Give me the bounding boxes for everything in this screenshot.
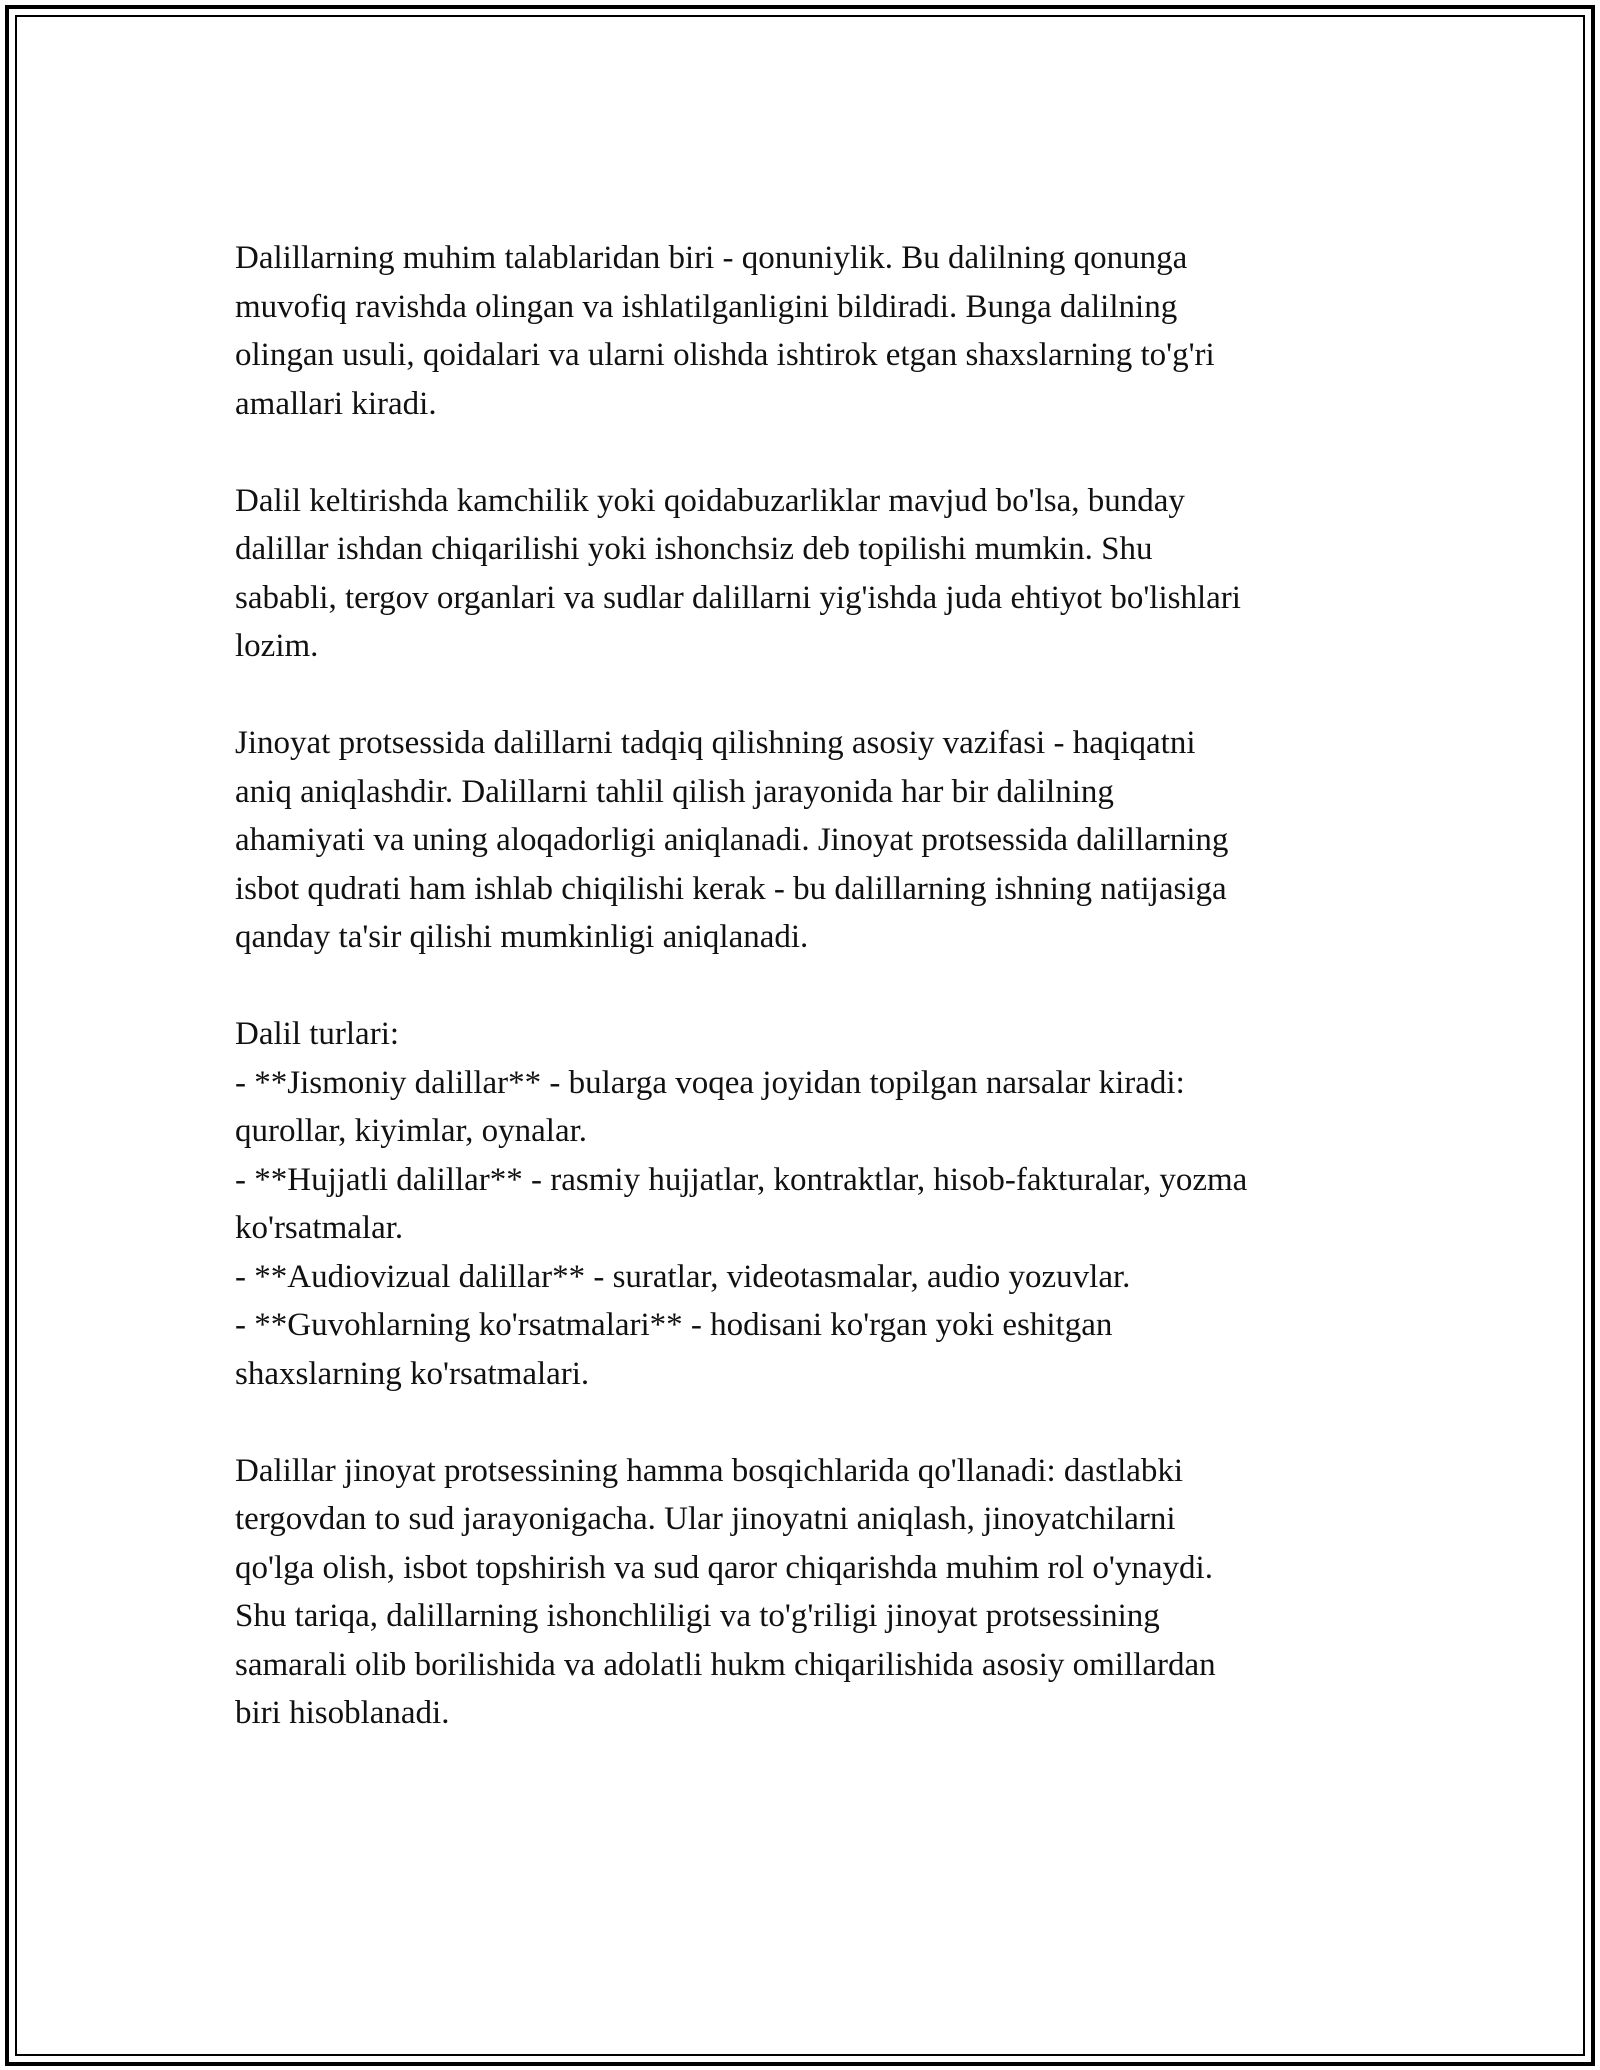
document-body: [235, 234, 1375, 1786]
text-line: samarali olib borilishida va adolatli hukm chiqarilishida asosiy omillardan: [235, 1646, 1216, 1683]
list-item-continuation: qurollar, kiyimlar, oynalar.: [235, 1113, 588, 1149]
text-line: Dalil keltirishda kamchilik yoki qoidabuzarliklar mavjud bo'lsa, bunday: [235, 482, 1185, 519]
list-item-continuation: shaxslarning ko'rsatmalari.: [235, 1355, 590, 1392]
text-line: qo'lga olish, isbot topshirish va sud qaror chiqarishda muhim rol o'ynaydi.: [235, 1549, 1213, 1586]
paragraph: [235, 234, 1375, 428]
text-line: biri hisoblanadi.: [235, 1695, 450, 1731]
paragraph: [235, 1447, 1375, 1738]
text-line: tergovdan to sud jarayonigacha. Ular jinoyatni aniqlash, jinoyatchilarni: [235, 1501, 1176, 1537]
text-line: isbot qudrati ham ishlab chiqilishi kerak - bu dalillarning ishning natijasiga: [235, 870, 1227, 907]
text-line: Shu tariqa, dalillarning ishonchliligi va to'g'riligi jinoyat protsessining: [235, 1598, 1160, 1634]
text-line: lozim.: [235, 628, 319, 664]
paragraph: [235, 477, 1375, 671]
text-line: Dalillar jinoyat protsessining hamma bosqichlarida qo'llanadi: dastlabki: [235, 1452, 1184, 1489]
list-item: - **Hujjatli dalillar** - rasmiy hujjatlar, kontraktlar, hisob-fakturalar, yozma: [235, 1161, 1248, 1198]
list-item: - **Audiovizual dalillar** - suratlar, videotasmalar, audio yozuvlar.: [235, 1258, 1131, 1295]
text-line: ahamiyati va uning aloqadorligi aniqlanadi. Jinoyat protsessida dalillarning: [235, 822, 1229, 858]
text-line: qanday ta'sir qilishi mumkinligi aniqlanadi.: [235, 919, 809, 955]
text-line: dalillar ishdan chiqarilishi yoki ishonchsiz deb topilishi mumkin. Shu: [235, 531, 1153, 567]
evidence-types-list: [235, 1010, 1375, 1398]
text-line: amallari kiradi.: [235, 385, 437, 422]
paragraph: [235, 719, 1375, 962]
list-item: - **Guvohlarning ko'rsatmalari** - hodisani ko'rgan yoki eshitgan: [235, 1307, 1113, 1343]
text-line: muvofiq ravishda olingan va ishlatilganligini bildiradi. Bunga dalilning: [235, 288, 1178, 325]
text-line: Dalillarning muhim talablaridan biri - qonuniylik. Bu dalilning qonunga: [235, 240, 1188, 276]
list-item-continuation: ko'rsatmalar.: [235, 1210, 404, 1246]
list-heading: Dalil turlari:: [235, 1016, 400, 1052]
text-line: Jinoyat protsessida dalillarni tadqiq qilishning asosiy vazifasi - haqiqatni: [235, 725, 1196, 761]
list-item: - **Jismoniy dalillar** - bularga voqea joyidan topilgan narsalar kiradi:: [235, 1064, 1185, 1101]
text-line: sababli, tergov organlari va sudlar dalillarni yig'ishda juda ehtiyot bo'lishlari: [235, 579, 1241, 616]
text-line: olingan usuli, qoidalari va ularni olishda ishtirok etgan shaxslarning to'g'ri: [235, 337, 1215, 373]
text-line: aniq aniqlashdir. Dalillarni tahlil qilish jarayonida har bir dalilning: [235, 773, 1114, 810]
